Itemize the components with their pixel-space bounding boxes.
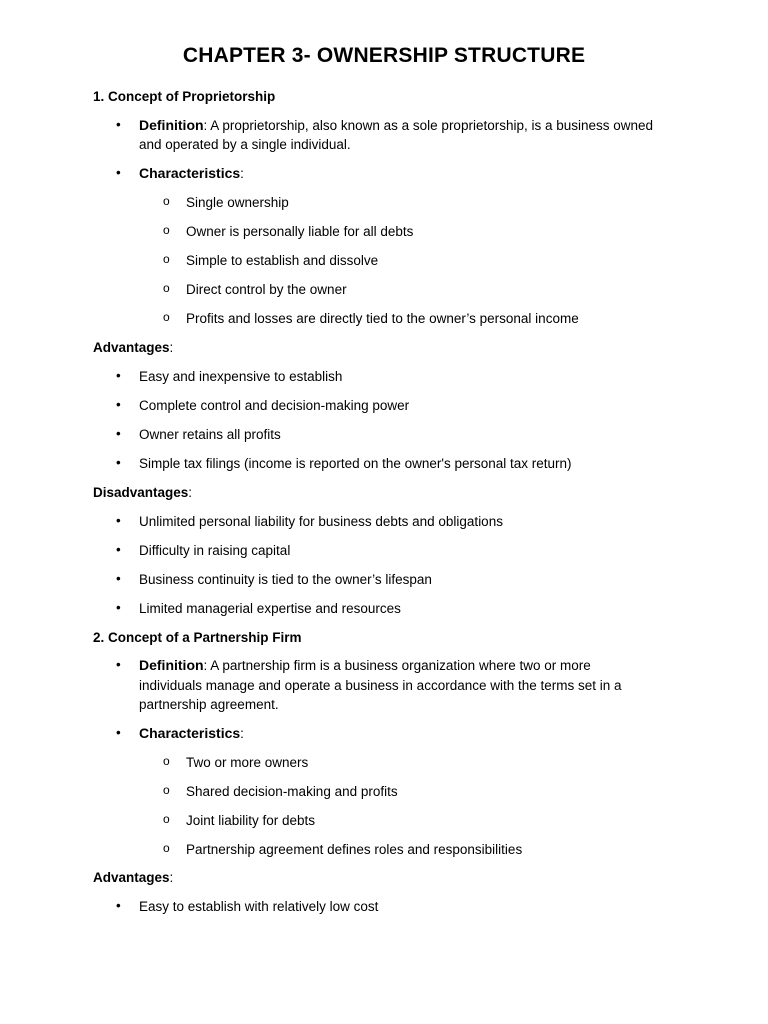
bullet-glyph: • (116, 571, 121, 586)
bullet-glyph: • (116, 898, 121, 913)
list-item: Profits and losses are directly tied to the owner’s personal income (186, 311, 579, 326)
disadvantages-heading: Disadvantages (93, 485, 189, 500)
colon: : (169, 340, 174, 355)
definition-term: Definition (139, 117, 204, 133)
definition-text-cont: and operated by a single individual. (139, 137, 351, 152)
section-heading-proprietorship: 1. Concept of Proprietorship (93, 89, 276, 104)
list-item: Two or more owners (186, 755, 309, 770)
list-item: Unlimited personal liability for business debts and obligations (139, 514, 503, 529)
definition-text-cont: individuals manage and operate a business in accordance with the terms set in a (139, 678, 622, 693)
characteristics-line (139, 164, 244, 183)
bullet-glyph: • (116, 542, 121, 557)
characteristics-line (139, 724, 244, 743)
colon: : (169, 870, 174, 885)
bullet-glyph: • (116, 117, 121, 132)
sub-bullet-glyph: o (163, 223, 170, 237)
bullet-glyph: • (116, 600, 121, 615)
section-heading-partnership: 2. Concept of a Partnership Firm (93, 630, 302, 645)
colon: : (240, 166, 244, 181)
list-item: Simple tax filings (income is reported on the owner's personal tax return) (139, 456, 572, 471)
advantages-heading-line (93, 868, 173, 887)
sub-bullet-glyph: o (163, 812, 170, 826)
list-item: Direct control by the owner (186, 282, 347, 297)
list-item: Shared decision-making and profits (186, 784, 398, 799)
definition-text-cont: partnership agreement. (139, 697, 279, 712)
list-item: Simple to establish and dissolve (186, 253, 379, 268)
sub-bullet-glyph: o (163, 252, 170, 266)
characteristics-term: Characteristics (139, 165, 241, 181)
bullet-glyph: • (116, 165, 121, 180)
list-item: Joint liability for debts (186, 813, 316, 828)
colon: : (240, 726, 244, 741)
bullet-glyph: • (116, 368, 121, 383)
characteristics-term: Characteristics (139, 725, 241, 741)
advantages-heading: Advantages (93, 340, 170, 355)
disadvantages-heading-line (93, 483, 192, 502)
list-item: Easy to establish with relatively low cost (139, 899, 379, 914)
advantages-heading: Advantages (93, 870, 170, 885)
sub-bullet-glyph: o (163, 754, 170, 768)
list-item: Owner retains all profits (139, 427, 281, 442)
sub-bullet-glyph: o (163, 841, 170, 855)
sub-bullet-glyph: o (163, 194, 170, 208)
bullet-glyph: • (116, 513, 121, 528)
list-item: Single ownership (186, 195, 289, 210)
bullet-glyph: • (116, 725, 121, 740)
definition-line (139, 116, 653, 135)
list-item: Difficulty in raising capital (139, 543, 291, 558)
list-item: Business continuity is tied to the owner’s lifespan (139, 572, 432, 587)
list-item: Owner is personally liable for all debts (186, 224, 414, 239)
bullet-glyph: • (116, 397, 121, 412)
advantages-heading-line (93, 338, 173, 357)
bullet-glyph: • (116, 455, 121, 470)
sub-bullet-glyph: o (163, 783, 170, 797)
sub-bullet-glyph: o (163, 281, 170, 295)
definition-text: : A partnership firm is a business organization where two or more (203, 658, 591, 673)
colon: : (188, 485, 193, 500)
bullet-glyph: • (116, 426, 121, 441)
list-item: Limited managerial expertise and resources (139, 601, 401, 616)
chapter-title: CHAPTER 3- OWNERSHIP STRUCTURE (182, 44, 586, 67)
definition-term: Definition (139, 657, 204, 673)
list-item: Easy and inexpensive to establish (139, 369, 343, 384)
definition-text: : A proprietorship, also known as a sole proprietorship, is a business owned (203, 118, 654, 133)
list-item: Partnership agreement defines roles and responsibilities (186, 842, 523, 857)
definition-line (139, 656, 591, 675)
list-item: Complete control and decision-making power (139, 398, 410, 413)
bullet-glyph: • (116, 657, 121, 672)
sub-bullet-glyph: o (163, 310, 170, 324)
